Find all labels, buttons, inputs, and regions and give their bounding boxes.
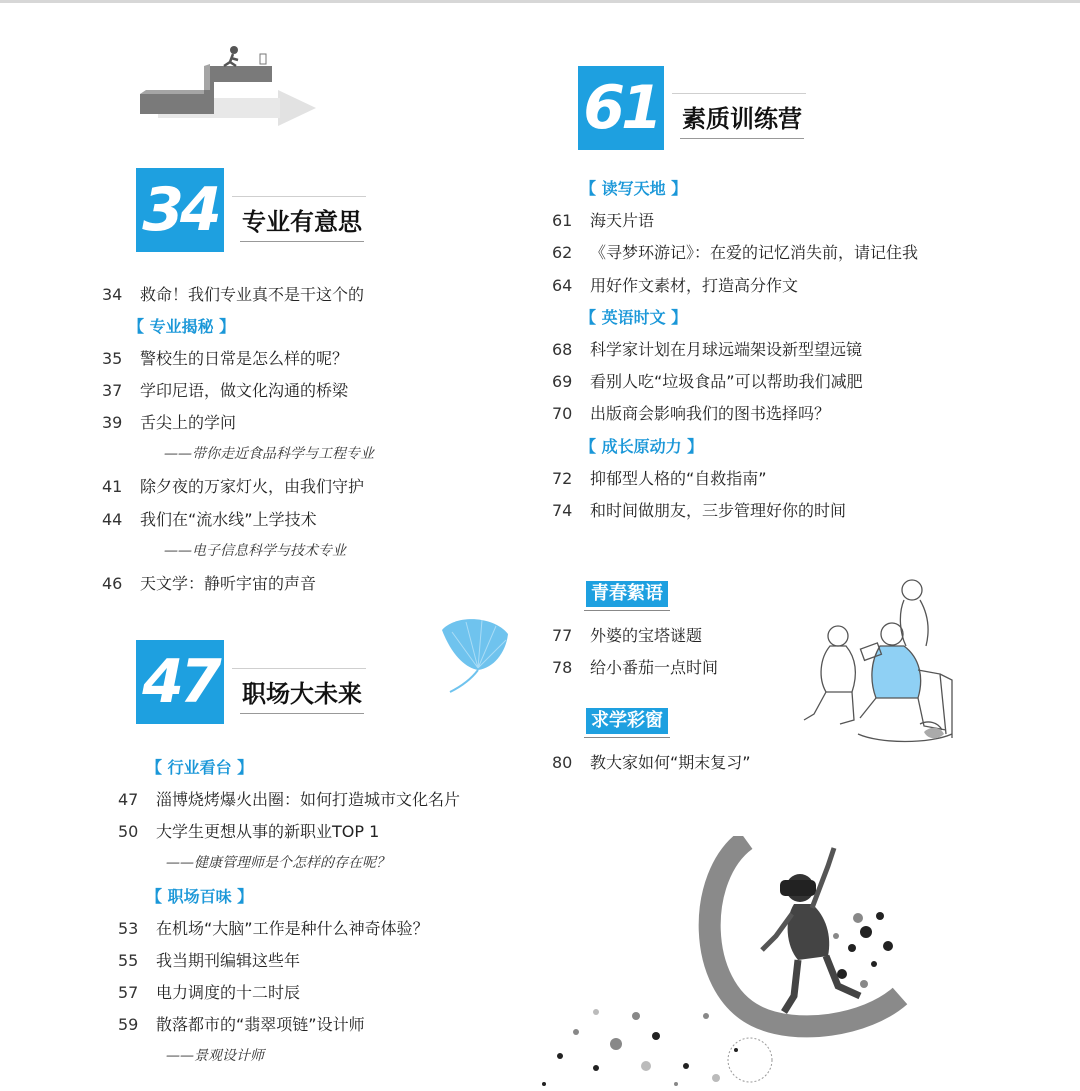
toc-entry[interactable]: 64 用好作文素材，打造高分作文	[552, 276, 799, 295]
toc-subtitle: ——电子信息科学与技术专业	[164, 543, 346, 559]
family-sketch-illustration	[800, 574, 976, 746]
category-label: 【 职场百味 】	[146, 887, 254, 906]
toc-entry[interactable]: 47 淄博烧烤爆火出圈：如何打造城市文化名片	[118, 790, 461, 809]
toc-entry[interactable]: 72 抑郁型人格的“自救指南”	[552, 469, 767, 488]
toc-entry[interactable]: 61 海天片语	[552, 211, 655, 230]
toc-entry[interactable]: 41 除夕夜的万家灯火，由我们守护	[102, 477, 365, 496]
toc-entry[interactable]: 44 我们在“流水线”上学技术	[102, 510, 317, 529]
toc-entry[interactable]: 50 大学生更想从事的新职业TOP 1	[118, 822, 380, 841]
staircase-arrow-illustration	[138, 42, 338, 130]
section-number-61: 61	[578, 66, 664, 150]
section-title-47: 职场大未来	[240, 674, 364, 714]
toc-entry[interactable]: 46 天文学：静听宇宙的声音	[102, 574, 317, 593]
category-label: 【 行业看台 】	[146, 758, 254, 777]
toc-subtitle: ——健康管理师是个怎样的存在呢？	[166, 855, 390, 871]
toc-entry[interactable]: 68 科学家计划在月球远端架设新型望远镜	[552, 340, 863, 359]
section-title-61: 素质训练营	[680, 99, 804, 139]
toc-entry[interactable]: 34 救命！我们专业真不是干这个的	[102, 285, 365, 304]
top-border	[0, 0, 1080, 3]
toc-entry[interactable]: 55 我当期刊编辑这些年	[118, 951, 301, 970]
toc-entry[interactable]: 80 教大家如何“期末复习”	[552, 753, 751, 772]
toc-subtitle: ——带你走近食品科学与工程专业	[164, 446, 374, 462]
category-label: 【 成长原动力 】	[580, 437, 704, 456]
youth-words-tag: 青春絮语	[586, 581, 668, 607]
toc-entry[interactable]: 70 出版商会影响我们的图书选择吗？	[552, 404, 831, 423]
section-number-34: 34	[136, 168, 224, 252]
toc-entry[interactable]: 77 外婆的宝塔谜题	[552, 626, 703, 645]
toc-entry[interactable]: 57 电力调度的十二时辰	[118, 983, 301, 1002]
toc-entry[interactable]: 69 看别人吃“垃圾食品”可以帮助我们减肥	[552, 372, 863, 391]
category-label: 【 读写天地 】	[580, 179, 688, 198]
section-title-34: 专业有意思	[240, 202, 364, 242]
ginkgo-leaf-illustration	[432, 612, 514, 694]
toc-entry[interactable]: 62 《寻梦环游记》：在爱的记忆消失前，请记住我	[552, 243, 919, 262]
toc-entry[interactable]: 74 和时间做朋友，三步管理好你的时间	[552, 501, 847, 520]
toc-entry[interactable]: 78 给小番茄一点时间	[552, 658, 719, 677]
category-label: 【 专业揭秘 】	[128, 317, 236, 336]
category-label: 【 英语时文 】	[580, 308, 688, 327]
section-number-47: 47	[136, 640, 224, 724]
study-window-tag: 求学彩窗	[586, 708, 668, 734]
toc-entry[interactable]: 35 警校生的日常是怎么样的呢？	[102, 349, 349, 368]
toc-entry[interactable]: 39 舌尖上的学问	[102, 413, 237, 432]
toc-subtitle: ——景观设计师	[166, 1048, 264, 1064]
vr-boy-illustration	[536, 836, 1080, 1091]
toc-entry[interactable]: 53 在机场“大脑”工作是种什么神奇体验？	[118, 919, 429, 938]
toc-entry[interactable]: 59 散落都市的“翡翠项链”设计师	[118, 1015, 365, 1034]
toc-entry[interactable]: 37 学印尼语，做文化沟通的桥梁	[102, 381, 349, 400]
